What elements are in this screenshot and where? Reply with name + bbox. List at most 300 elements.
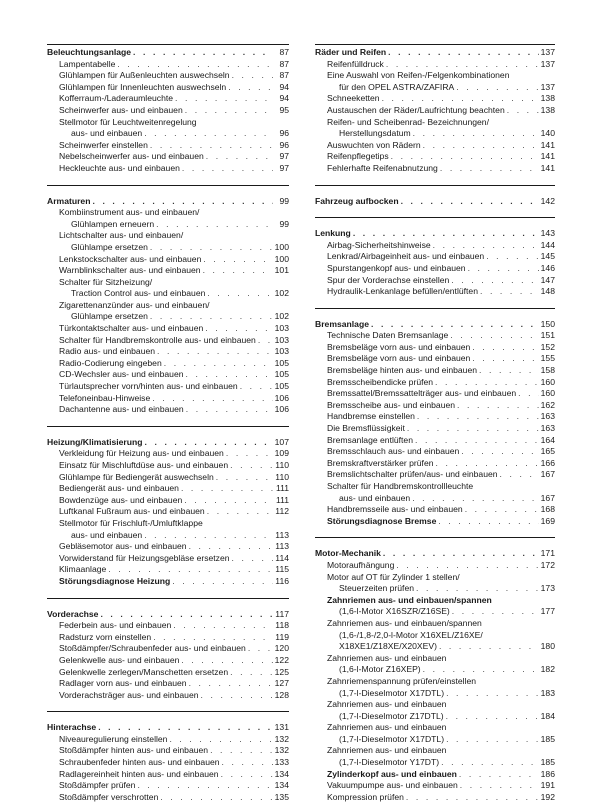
dot-leader	[417, 411, 539, 423]
toc-entry	[47, 564, 289, 576]
toc-entry-label: Einsatz für Mischluftdüse aus- und einbauen	[59, 460, 229, 470]
toc-entry	[315, 377, 555, 389]
dot-leader	[388, 47, 539, 59]
toc-entry	[315, 780, 555, 792]
toc-page-number: 134	[274, 768, 289, 779]
toc-page-number: 141	[540, 162, 555, 173]
dot-leader	[386, 59, 539, 71]
toc-entry	[315, 151, 555, 163]
toc-entry	[47, 506, 289, 518]
toc-page-number: 145	[540, 251, 555, 262]
toc-page-number: 106	[274, 404, 289, 415]
toc-entry-label: Gelenkwelle aus- und einbauen	[59, 654, 180, 665]
dot-leader	[175, 93, 273, 105]
toc-entry-label: Glühlampe ersetzen	[71, 311, 148, 322]
toc-page-number: 117	[275, 608, 289, 619]
toc-page-number: 182	[540, 664, 555, 675]
toc-entry	[315, 630, 555, 642]
toc-section-r-der-und-reifen	[315, 47, 555, 175]
toc-entry	[315, 330, 555, 342]
toc-entry-label: Radio-Codierung eingeben	[59, 357, 162, 368]
dot-leader	[145, 437, 273, 449]
toc-section-heading	[47, 437, 289, 449]
toc-page-number: 109	[274, 448, 289, 459]
toc-entry-label: Warnblinkschalter aus- und einbauen	[59, 265, 201, 276]
toc-entry-label: Bremsanlage entlüften	[327, 434, 413, 445]
toc-entry	[315, 664, 555, 676]
toc-page-number: 105	[274, 369, 289, 380]
toc-page-number: 168	[540, 504, 555, 515]
toc-entry-label: Scheinwerfer aus- und einbauen	[59, 104, 183, 115]
toc-entry-label: Verkleidung für Heizung aus- und einbauen	[59, 448, 224, 459]
dot-leader	[452, 606, 539, 618]
toc-entry	[47, 358, 289, 370]
dot-leader	[222, 757, 273, 769]
toc-entry-label: Kofferraum-/Laderaumleuchte	[59, 93, 174, 104]
toc-entry	[315, 792, 555, 804]
toc-entry-label: Heckleuchte aus- und einbauen	[59, 162, 180, 173]
toc-entry-label: Zahnriemen aus- und einbauen	[327, 699, 447, 710]
toc-page-number: 94	[279, 93, 289, 104]
toc-page-number: 87	[279, 58, 289, 69]
toc-entry	[315, 286, 555, 298]
toc-page-number: 137	[540, 58, 555, 69]
toc-section-heading	[47, 722, 289, 734]
toc-left-column	[47, 44, 289, 803]
toc-page-number: 167	[540, 469, 555, 480]
section-divider	[47, 185, 289, 196]
toc-entry-label: Türlautsprecher vorn/hinten aus- und einbauen	[59, 381, 238, 392]
toc-page-number: 105	[274, 381, 289, 392]
toc-entry-label: Herstellungsdatum	[339, 128, 411, 139]
toc-page-number: 99	[279, 195, 289, 206]
toc-entry-label: Handbremsseile aus- und einbauen	[327, 504, 463, 515]
toc-page-number: 183	[540, 687, 555, 698]
toc-entry	[315, 711, 555, 723]
dot-leader	[479, 365, 539, 377]
toc-entry	[315, 641, 555, 653]
toc-entry	[47, 300, 289, 312]
toc-section-heading	[315, 319, 555, 331]
toc-entry-label: Türkontaktschalter aus- und einbauen	[59, 323, 204, 334]
dot-leader	[371, 319, 539, 331]
toc-page-number: 180	[540, 641, 555, 652]
toc-entry-label: Handbremse einstellen	[327, 411, 415, 422]
toc-entry-label: Airbag-Sicherheitshinweise	[327, 239, 431, 250]
toc-entry-label: Zylinderkopf aus- und einbauen	[327, 768, 457, 779]
toc-entry-label: Stellmotor für Leuchtweitenregelung	[59, 116, 197, 127]
toc-entry	[47, 311, 289, 323]
toc-entry-label: Motoraufhängung	[327, 559, 395, 570]
toc-entry	[47, 448, 289, 460]
toc-entry-label: Technische Daten Bremsanlage	[327, 330, 449, 341]
toc-entry-label: Radsturz vorn einstellen	[59, 631, 152, 642]
toc-entry-label: Eine Auswahl von Reifen-/Felgenkombinationen	[327, 70, 510, 81]
dot-leader	[232, 70, 273, 82]
toc-entry-label: Nebelscheinwerfer aus- und einbauen	[59, 151, 204, 162]
dot-leader	[169, 734, 272, 746]
toc-entry	[315, 469, 555, 481]
toc-entry-label: Räder und Reifen	[315, 47, 387, 57]
dot-leader	[156, 219, 273, 231]
dot-leader	[230, 460, 273, 472]
toc-entry	[47, 346, 289, 358]
toc-entry	[47, 369, 289, 381]
dot-leader	[446, 734, 539, 746]
toc-entry	[315, 481, 555, 493]
toc-entry-label: (1,6-l-Motor X16SZR/Z16SE)	[339, 606, 450, 617]
toc-entry	[47, 323, 289, 335]
dot-leader	[435, 377, 539, 389]
toc-page-number: 111	[275, 494, 289, 505]
toc-entry-label: Zahnriemen aus- und einbauen/spannen	[327, 594, 492, 605]
toc-page-number: 119	[275, 631, 289, 642]
toc-entry-label: Glühlampen für Innenleuchten auswechseln	[59, 81, 227, 92]
toc-entry-label: aus- und einbauen	[71, 529, 143, 540]
dot-leader	[228, 82, 273, 94]
dot-leader	[436, 458, 539, 470]
toc-entry-label: Bremsschlauch aus- und einbauen	[327, 446, 460, 457]
toc-page-number: 147	[540, 274, 555, 285]
toc-entry	[315, 275, 555, 287]
toc-page-number: 166	[540, 457, 555, 468]
toc-section-heading	[315, 47, 555, 59]
toc-page-number: 160	[540, 376, 555, 387]
toc-entry	[315, 59, 555, 71]
toc-entry-label: Scheinwerfer einstellen	[59, 139, 148, 150]
toc-entry-label: Luftkanal Fußraum aus- und einbauen	[59, 506, 205, 517]
toc-page-number: 103	[274, 346, 289, 357]
toc-page-number: 158	[540, 365, 555, 376]
toc-page-number: 111	[275, 483, 289, 494]
toc-entry	[47, 690, 289, 702]
toc-entry-label: Stoßdämpfer/Schraubenfeder aus- und einbauen	[59, 643, 246, 654]
dot-leader	[440, 163, 539, 175]
toc-entry	[47, 495, 289, 507]
dot-leader	[207, 506, 273, 518]
toc-entry-label: Gelenkwelle zerlegen/Manschetten ersetzen	[59, 666, 229, 677]
toc-entry-label: Bremsbeläge hinten aus- und einbauen	[327, 365, 478, 376]
toc-entry	[315, 365, 555, 377]
toc-entry-label: Glühlampen erneuern	[71, 218, 155, 229]
toc-page-number: 184	[540, 710, 555, 721]
toc-section-vorderachse	[47, 609, 289, 702]
toc-page-number: 103	[274, 323, 289, 334]
toc-page-number: 191	[540, 780, 555, 791]
toc-entry	[47, 105, 289, 117]
toc-entry-label: Fahrzeug aufbocken	[315, 195, 399, 206]
toc-entry-label: Bremsbeläge vorn aus- und einbauen	[327, 353, 471, 364]
toc-entry	[315, 93, 555, 105]
dot-leader	[446, 711, 539, 723]
toc-section-heading	[315, 228, 555, 240]
toc-entry-label: Zahnriemen aus- und einbauen	[327, 745, 447, 756]
toc-entry	[47, 393, 289, 405]
toc-entry	[47, 277, 289, 289]
toc-entry-label: Lenkung	[315, 228, 351, 239]
toc-entry	[315, 595, 555, 607]
toc-page-number: 185	[540, 757, 555, 768]
toc-entry-label: Bremskraftverstärker prüfen	[327, 457, 434, 468]
toc-entry-label: Schalter für Handbremskontrolle aus- und einbauen	[59, 334, 256, 345]
dot-leader	[382, 93, 539, 105]
toc-entry-label: Kombiinstrument aus- und einbauen/	[59, 207, 200, 218]
dot-leader	[472, 342, 538, 354]
toc-entry-label: Radlager vorn aus- und einbauen	[59, 678, 187, 689]
toc-entry-label: Die Bremsflüssigkeit	[327, 423, 405, 434]
toc-entry	[47, 655, 289, 667]
section-divider	[47, 598, 289, 609]
toc-entry-label: Gebläsemotor aus- und einbauen	[59, 541, 187, 552]
dot-leader	[184, 495, 273, 507]
dot-leader	[461, 446, 538, 458]
toc-page-number: 173	[540, 583, 555, 594]
toc-entry-label: (1,6-/1,8-/2,0-l-Motor X16XEL/Z16XE/	[339, 629, 483, 640]
toc-entry	[315, 757, 555, 769]
dot-leader	[460, 780, 539, 792]
toc-page-number: 134	[274, 780, 289, 791]
toc-entry	[315, 504, 555, 516]
dot-leader	[413, 128, 539, 140]
dot-leader	[226, 448, 273, 460]
toc-entry-label: Störungsdiagnose Bremse	[327, 515, 437, 526]
dot-leader	[98, 722, 272, 734]
section-divider	[47, 426, 289, 437]
toc-entry	[315, 263, 555, 275]
toc-entry	[47, 667, 289, 679]
dot-leader	[401, 196, 539, 208]
toc-entry	[315, 699, 555, 711]
toc-entry	[315, 493, 555, 505]
toc-entry	[315, 606, 555, 618]
dot-leader	[472, 353, 538, 365]
toc-entry-label: Steuerzeiten prüfen	[339, 583, 415, 594]
toc-entry-label: Bremsanlage	[315, 318, 369, 329]
section-divider	[315, 537, 555, 548]
toc-entry	[47, 151, 289, 163]
toc-entry-label: Schalter für Sitzheizung/	[59, 276, 153, 287]
toc-entry-label: Dachantenne aus- und einbauen	[59, 404, 184, 415]
toc-entry-label: Hinterachse	[47, 722, 97, 733]
toc-page-number: 186	[540, 768, 555, 779]
dot-leader	[468, 263, 539, 275]
toc-page-number: 132	[274, 733, 289, 744]
toc-entry-label: Bremssattel/Bremssattelträger aus- und einbauen	[327, 388, 517, 399]
dot-leader	[186, 369, 273, 381]
dot-leader	[152, 393, 272, 405]
toc-entry-label: Heizung/Klimatisierung	[47, 436, 143, 447]
toc-entry-label: Zahnriemen aus- und einbauen/spannen	[327, 617, 482, 628]
dot-leader	[189, 541, 273, 553]
toc-page-number: 144	[540, 239, 555, 250]
toc-page-number: 128	[274, 689, 289, 700]
toc-entry-label: Glühlampe ersetzen	[71, 241, 148, 252]
toc-entry	[315, 653, 555, 665]
toc-page-number: 133	[274, 757, 289, 768]
toc-page-number: 143	[540, 228, 555, 239]
toc-entry	[315, 105, 555, 117]
toc-page-number: 146	[540, 262, 555, 273]
toc-entry	[47, 265, 289, 277]
toc-entry	[47, 163, 289, 175]
toc-entry-label: Zahnriemen aus- und einbauen	[327, 722, 447, 733]
toc-entry-label: Bremsscheibe aus- und einbauen	[327, 399, 456, 410]
toc-page-number: 163	[540, 423, 555, 434]
dot-leader	[207, 288, 272, 300]
toc-entry-label: Reifen- und Scheibenrad- Bezeichnungen/	[327, 116, 489, 127]
toc-entry-label: Vorwiderstand für Heizungsgebläse ersetzen	[59, 552, 230, 563]
section-divider	[315, 44, 555, 45]
toc-entry	[47, 745, 289, 757]
toc-entry	[315, 251, 555, 263]
toc-page-number: 141	[540, 151, 555, 162]
dot-leader	[221, 769, 273, 781]
toc-entry-label: Armaturen	[47, 195, 91, 206]
dot-leader	[433, 240, 539, 252]
toc-section-heading	[315, 196, 555, 208]
section-divider	[315, 185, 555, 196]
dot-leader	[216, 472, 273, 484]
toc-entry	[47, 553, 289, 565]
toc-entry	[47, 335, 289, 347]
section-divider	[47, 711, 289, 722]
toc-entry	[315, 745, 555, 757]
dot-leader	[383, 548, 539, 560]
dot-leader	[164, 358, 273, 370]
toc-page-number: 152	[540, 341, 555, 352]
toc-entry-label: für den OPEL ASTRA/ZAFIRA	[339, 81, 455, 92]
toc-entry	[315, 446, 555, 458]
dot-leader	[406, 792, 539, 804]
dot-leader	[108, 564, 273, 576]
dot-leader	[412, 493, 538, 505]
toc-entry	[47, 254, 289, 266]
toc-entry	[47, 207, 289, 219]
toc-page-number: 120	[274, 643, 289, 654]
toc-entry-label: Telefoneinbau-Hinweise	[59, 392, 151, 403]
toc-entry-label: Klimaanlage	[59, 564, 107, 575]
toc-page-number: 96	[279, 139, 289, 150]
toc-entry-label: Bremsbeläge vorn aus- und einbauen	[327, 341, 471, 352]
toc-entry	[315, 82, 555, 94]
toc-page-number: 102	[274, 311, 289, 322]
toc-section-heizung-klimatisierung	[47, 437, 289, 588]
dot-leader	[451, 275, 538, 287]
toc-entry-label: Lichtschalter aus- und einbauen/	[59, 230, 184, 241]
toc-entry-label: (1,7-l-Dieselmotor Z17DTL)	[339, 710, 444, 721]
toc-entry-label: (1,7-l-Dieselmotor Y17DT)	[339, 757, 440, 768]
dot-leader	[391, 151, 539, 163]
dot-leader	[423, 664, 539, 676]
toc-entry	[47, 230, 289, 242]
toc-entry	[47, 117, 289, 129]
toc-entry	[315, 572, 555, 584]
dot-leader	[133, 47, 273, 59]
toc-entry	[47, 242, 289, 254]
dot-leader	[456, 82, 538, 94]
toc-entry-label: Glühlampen für Außenleuchten auswechseln	[59, 70, 230, 81]
dot-leader	[205, 323, 272, 335]
toc-entry-label: Vakuumpumpe aus- und einbauen	[327, 780, 458, 791]
dot-leader	[248, 643, 273, 655]
toc-page-number: 132	[274, 745, 289, 756]
toc-entry	[47, 82, 289, 94]
toc-entry	[315, 411, 555, 423]
toc-entry	[47, 576, 289, 588]
toc-entry	[47, 757, 289, 769]
dot-leader	[439, 641, 539, 653]
dot-leader	[459, 769, 539, 781]
toc-page-number: 172	[540, 559, 555, 570]
toc-page-number: 94	[279, 81, 289, 92]
toc-entry-label: Schraubenfeder hinten aus- und einbauen	[59, 757, 220, 768]
dot-leader	[173, 620, 273, 632]
toc-section-hinterachse	[47, 722, 289, 803]
toc-page-number: 87	[279, 70, 289, 81]
toc-entry	[47, 128, 289, 140]
toc-page-number: 135	[274, 791, 289, 802]
toc-entry-label: Spurstangenkopf aus- und einbauen	[327, 262, 466, 273]
dot-leader	[232, 553, 273, 565]
dot-leader	[181, 483, 273, 495]
toc-entry	[315, 676, 555, 688]
dot-leader	[230, 667, 273, 679]
dot-leader	[160, 792, 272, 804]
toc-page-number: 140	[540, 128, 555, 139]
toc-page-number: 99	[279, 218, 289, 229]
toc-page-number: 127	[274, 678, 289, 689]
dot-leader	[150, 242, 273, 254]
toc-entry-label: Reifenfülldruck	[327, 58, 384, 69]
toc-entry	[47, 530, 289, 542]
dot-leader	[480, 286, 539, 298]
dot-leader	[92, 196, 273, 208]
toc-entry	[47, 518, 289, 530]
dot-leader	[203, 265, 273, 277]
toc-entry-label: Zigarettenanzünder aus- und einbauen/	[59, 299, 210, 310]
toc-entry	[47, 483, 289, 495]
toc-entry	[47, 381, 289, 393]
toc-entry-label: (1,7-l-Dieselmotor X17DTL)	[339, 687, 445, 698]
toc-entry	[315, 353, 555, 365]
toc-page-number: 150	[540, 318, 555, 329]
toc-page-number: 137	[540, 47, 555, 57]
toc-page-number: 163	[540, 411, 555, 422]
toc-page-number: 155	[540, 353, 555, 364]
toc-entry-label: Federbein aus- und einbauen	[59, 620, 172, 631]
dot-leader	[203, 254, 272, 266]
toc-page-number: 122	[274, 654, 289, 665]
dot-leader	[518, 388, 538, 400]
dot-leader	[137, 780, 272, 792]
toc-entry-label: Glühlampe für Bediengerät auswechseln	[59, 471, 214, 482]
toc-section-heading	[47, 47, 289, 59]
toc-entry	[47, 70, 289, 82]
toc-entry	[47, 460, 289, 472]
toc-entry-label: Stellmotor für Frischluft-/Umluftklappe	[59, 517, 203, 528]
dot-leader	[258, 335, 273, 347]
toc-entry-label: Fehlerhafte Reifenabnutzung	[327, 162, 438, 173]
toc-entry-label: Radio aus- und einbauen	[59, 346, 156, 357]
toc-entry	[47, 93, 289, 105]
toc-entry-label: Austauschen der Räder/Laufrichtung beachten	[327, 104, 505, 115]
dot-leader	[185, 105, 273, 117]
toc-entry	[47, 404, 289, 416]
toc-entry-label: Auswuchten von Rädern	[327, 139, 421, 150]
toc-section-motor-mechanik	[315, 548, 555, 803]
toc-entry-label: Vorderachsträger aus- und einbauen	[59, 689, 199, 700]
toc-entry-label: Kompression prüfen	[327, 791, 404, 802]
